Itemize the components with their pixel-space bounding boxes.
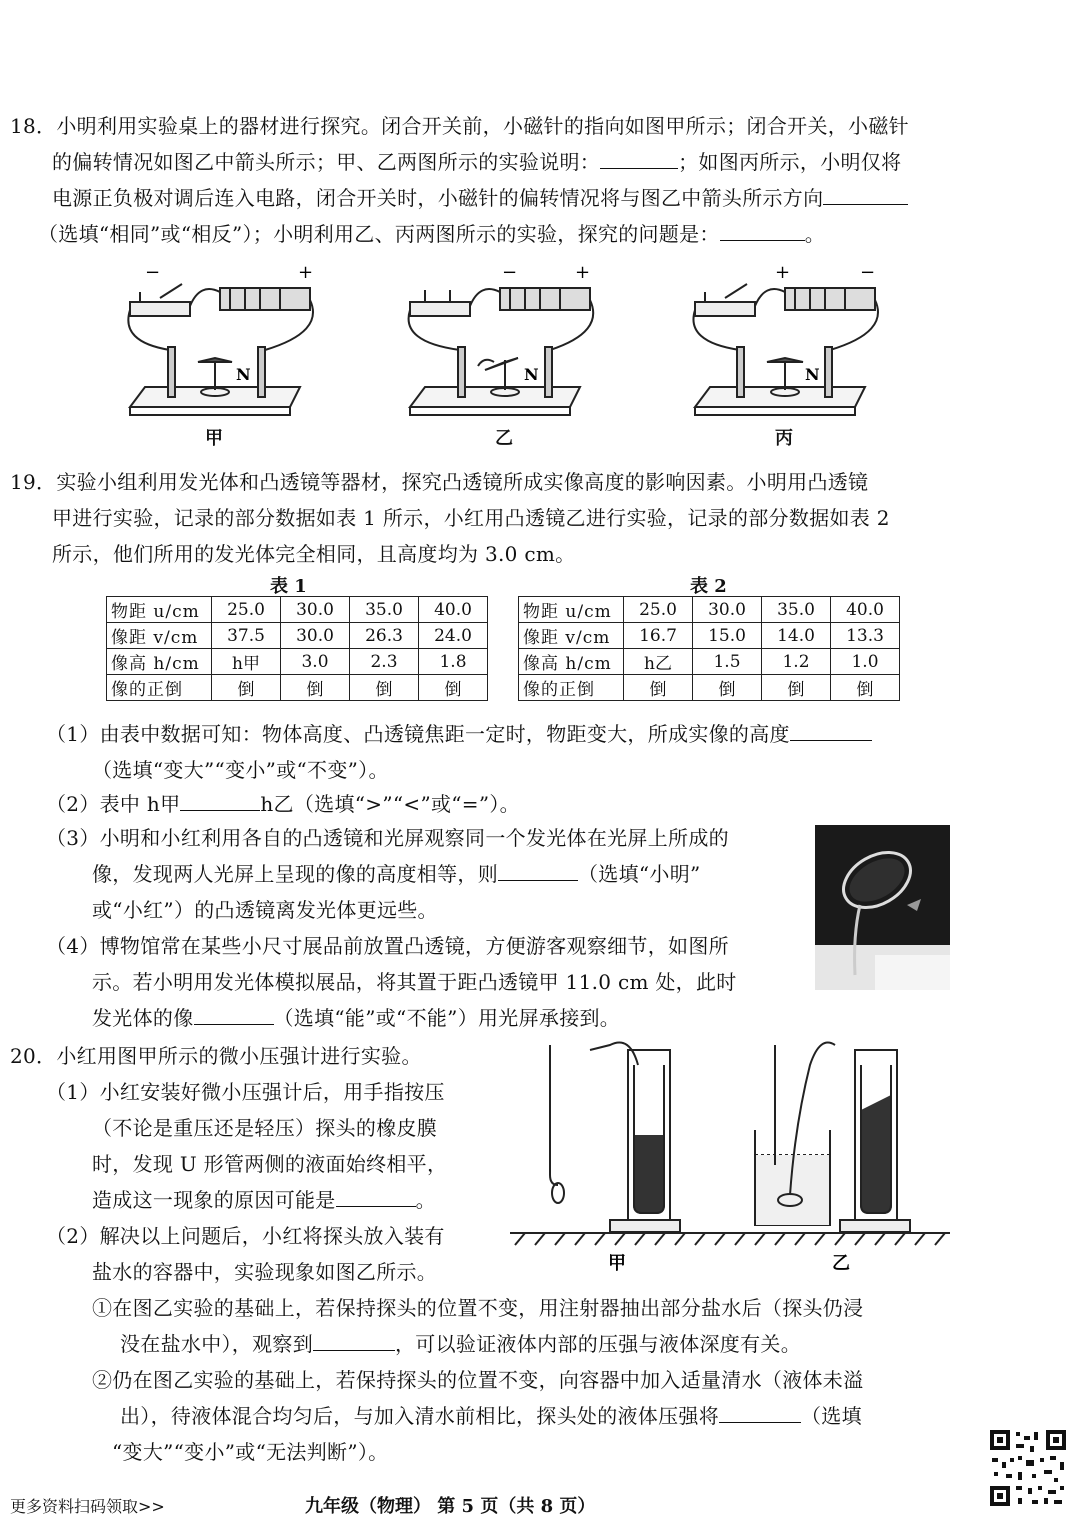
q19-p2-line xyxy=(46,788,520,817)
table-row xyxy=(107,649,488,675)
table-cell: 倒 xyxy=(762,675,831,701)
table-cell: 40.0 xyxy=(419,597,488,623)
q20-text-9b: ，可以验证液体内部的压强与液体深度有关。 xyxy=(395,1332,801,1356)
q18-line-1: 18．小明利用实验桌上的器材进行探究。闭合开关前，小磁针的指向如图甲所示；闭合开关，小磁针 xyxy=(10,114,909,138)
q18-text-4: （选填“相同”或“相反”）；小明利用乙、丙两图所示的实验，探究的问题是： xyxy=(38,222,720,246)
footer-link[interactable]: 更多资料扫码领取>> xyxy=(10,1497,165,1516)
q19-p1-line-1 xyxy=(46,718,872,747)
table2 xyxy=(518,596,900,701)
answer-blank[interactable] xyxy=(313,1332,395,1351)
answer-blank[interactable] xyxy=(720,222,805,241)
q18-text-2b: ；如图丙所示，小明仅将 xyxy=(678,150,902,174)
table-cell: h乙 xyxy=(624,649,693,675)
q20-line-8: ①在图乙实验的基础上，若保持探头的位置不变，用注射器抽出部分盐水后（探头仍浸 xyxy=(92,1296,864,1320)
q20-text-11b: （选填 xyxy=(801,1404,862,1428)
table-cell: 14.0 xyxy=(762,623,831,649)
row-header: 物距 u/cm xyxy=(519,597,624,623)
row-header: 像距 v/cm xyxy=(519,623,624,649)
table-cell: 倒 xyxy=(350,675,419,701)
q20-line-2: （1）小红安装好微小压强计后，用手指按压 xyxy=(46,1080,445,1104)
q19-p4-line-3 xyxy=(92,1002,620,1031)
q20-text-5b: 。 xyxy=(415,1188,436,1212)
table-cell: 倒 xyxy=(212,675,281,701)
figure-caption: 甲 xyxy=(205,428,223,449)
right-sign: − xyxy=(860,262,876,283)
answer-blank[interactable] xyxy=(180,792,260,811)
q20-text-11a: 出），待液体混合均匀后，与加入清水前相比，探头处的液体压强将 xyxy=(120,1404,719,1428)
answer-blank[interactable] xyxy=(336,1188,416,1207)
q18-line-2 xyxy=(52,146,901,175)
q20-line-1: 20．小红用图甲所示的微小压强计进行实验。 xyxy=(10,1044,422,1068)
table-cell: 30.0 xyxy=(281,623,350,649)
left-sign: − xyxy=(145,262,161,283)
q19-p3-line-2 xyxy=(92,858,701,887)
table-cell: 1.8 xyxy=(419,649,488,675)
q19-p4-line-1: （4）博物馆常在某些小尺寸展品前放置凸透镜，方便游客观察细节，如图所 xyxy=(46,934,729,958)
table-cell: 40.0 xyxy=(831,597,900,623)
table-row xyxy=(519,675,900,701)
table-cell: 30.0 xyxy=(693,597,762,623)
q18-line-3 xyxy=(52,182,908,211)
needle-label: N xyxy=(524,365,539,384)
q18-line-4 xyxy=(38,218,825,247)
q19-p3-text-b: （选填“小明” xyxy=(578,862,701,886)
row-header: 像距 v/cm xyxy=(107,623,212,649)
q19-p2-text-a: （2）表中 h甲 xyxy=(46,792,181,816)
table1 xyxy=(106,596,488,701)
table-cell: 25.0 xyxy=(624,597,693,623)
table-cell: 倒 xyxy=(419,675,488,701)
table-cell: 1.5 xyxy=(693,649,762,675)
row-header: 像高 h/cm xyxy=(107,649,212,675)
table-cell: 2.3 xyxy=(350,649,419,675)
needle-label: N xyxy=(805,365,820,384)
row-header: 像高 h/cm xyxy=(519,649,624,675)
table-cell: 1.2 xyxy=(762,649,831,675)
table-row xyxy=(519,649,900,675)
table2-title: 表 2 xyxy=(690,576,727,597)
q18-figure-jia xyxy=(120,262,330,422)
table-cell: 26.3 xyxy=(350,623,419,649)
row-header: 物距 u/cm xyxy=(107,597,212,623)
q19-p3-line-1: （3）小明和小红利用各自的凸透镜和光屏观察同一个发光体在光屏上所成的 xyxy=(46,826,729,850)
table-cell: h甲 xyxy=(212,649,281,675)
q19-p4-line-2: 示。若小明用发光体模拟展品，将其置于距凸透镜甲 11.0 cm 处，此时 xyxy=(92,970,737,994)
right-sign: + xyxy=(575,262,591,283)
q20-line-12: “变大”“变小”或“无法判断”）。 xyxy=(112,1440,389,1464)
table-cell: 倒 xyxy=(281,675,350,701)
q20-line-5 xyxy=(92,1184,436,1213)
table-cell: 倒 xyxy=(831,675,900,701)
q18-figure-yi xyxy=(400,262,610,422)
q20-line-6: （2）解决以上问题后，小红将探头放入装有 xyxy=(46,1224,445,1248)
q19-line-2: 甲进行实验，记录的部分数据如表 1 所示，小红用凸透镜乙进行实验，记录的部分数据如表 2 xyxy=(52,506,890,530)
table-cell: 35.0 xyxy=(350,597,419,623)
q20-text-9a: 没在盐水中），观察到 xyxy=(120,1332,313,1356)
qr-code-icon[interactable] xyxy=(988,1428,1068,1508)
q18-figure-bing xyxy=(685,262,895,422)
table-cell: 13.3 xyxy=(831,623,900,649)
table-cell: 倒 xyxy=(624,675,693,701)
q19-p4-text-b: （选填“能”或“不能”）用光屏承接到。 xyxy=(273,1006,621,1030)
q18-text-2a: 的偏转情况如图乙中箭头所示；甲、乙两图所示的实验说明： xyxy=(52,150,601,174)
q20-line-9 xyxy=(120,1328,801,1357)
row-header: 像的正倒 xyxy=(519,675,624,701)
q18-text-3: 电源正负极对调后连入电路，闭合开关时，小磁针的偏转情况将与图乙中箭头所示方向 xyxy=(52,186,824,210)
q20-line-10: ②仍在图乙实验的基础上，若保持探头的位置不变，向容器中加入适量清水（液体未溢 xyxy=(92,1368,864,1392)
answer-blank[interactable] xyxy=(790,722,872,741)
table-cell: 30.0 xyxy=(281,597,350,623)
table-cell: 24.0 xyxy=(419,623,488,649)
table-cell: 25.0 xyxy=(212,597,281,623)
magnifier-photo xyxy=(815,825,950,990)
answer-blank[interactable] xyxy=(498,862,578,881)
figure-caption: 乙 xyxy=(495,428,513,449)
q19-p2-text-b: h乙（选填“>”“<”或“=”）。 xyxy=(260,792,520,816)
q20-line-3: （不论是重压还是轻压）探头的橡皮膜 xyxy=(92,1116,438,1140)
q20-line-7: 盐水的容器中，实验现象如图乙所示。 xyxy=(92,1260,438,1284)
table-cell: 倒 xyxy=(693,675,762,701)
needle-label: N xyxy=(236,365,251,384)
table-cell: 16.7 xyxy=(624,623,693,649)
answer-blank[interactable] xyxy=(194,1006,274,1025)
q19-p3-line-3: 或“小红”）的凸透镜离发光体更远些。 xyxy=(92,898,438,922)
table-cell: 35.0 xyxy=(762,597,831,623)
table-row xyxy=(107,623,488,649)
q20-line-11 xyxy=(120,1400,862,1429)
answer-blank[interactable] xyxy=(600,150,678,169)
figure-caption: 丙 xyxy=(775,428,793,449)
table-cell: 1.0 xyxy=(831,649,900,675)
q19-p1-text: （1）由表中数据可知：物体高度、凸透镜焦距一定时，物距变大，所成实像的高度 xyxy=(46,722,790,746)
q18-text-4b: 。 xyxy=(804,222,826,246)
right-sign: + xyxy=(298,262,314,283)
figure-caption: 甲 xyxy=(608,1253,626,1274)
left-sign: − xyxy=(502,262,518,283)
q19-p1-line-2: （选填“变大”“变小”或“不变”）。 xyxy=(92,758,389,782)
table-row xyxy=(107,675,488,701)
q20-figures xyxy=(510,1035,950,1274)
row-header: 像的正倒 xyxy=(107,675,212,701)
q19-line-3: 所示，他们所用的发光体完全相同，且高度均为 3.0 cm。 xyxy=(52,542,576,566)
q20-line-4: 时，发现 U 形管两侧的液面始终相平， xyxy=(92,1152,448,1176)
table-cell: 37.5 xyxy=(212,623,281,649)
table-row xyxy=(519,623,900,649)
left-sign: + xyxy=(775,262,791,283)
table-row xyxy=(519,597,900,623)
q19-p4-text-a: 发光体的像 xyxy=(92,1006,194,1030)
answer-blank[interactable] xyxy=(719,1404,801,1423)
q19-line-1: 19．实验小组利用发光体和凸透镜等器材，探究凸透镜所成实像高度的影响因素。小明用凸透镜 xyxy=(10,470,869,494)
answer-blank[interactable] xyxy=(823,186,908,205)
table-cell: 3.0 xyxy=(281,649,350,675)
figure-caption: 乙 xyxy=(832,1253,850,1274)
q20-text-5: 造成这一现象的原因可能是 xyxy=(92,1188,336,1212)
table-cell: 15.0 xyxy=(693,623,762,649)
table-row xyxy=(107,597,488,623)
table1-title: 表 1 xyxy=(270,576,307,597)
q19-p3-text-a: 像，发现两人光屏上呈现的像的高度相等，则 xyxy=(92,862,498,886)
page-number: 九年级（物理） 第 5 页（共 8 页） xyxy=(305,1496,596,1517)
